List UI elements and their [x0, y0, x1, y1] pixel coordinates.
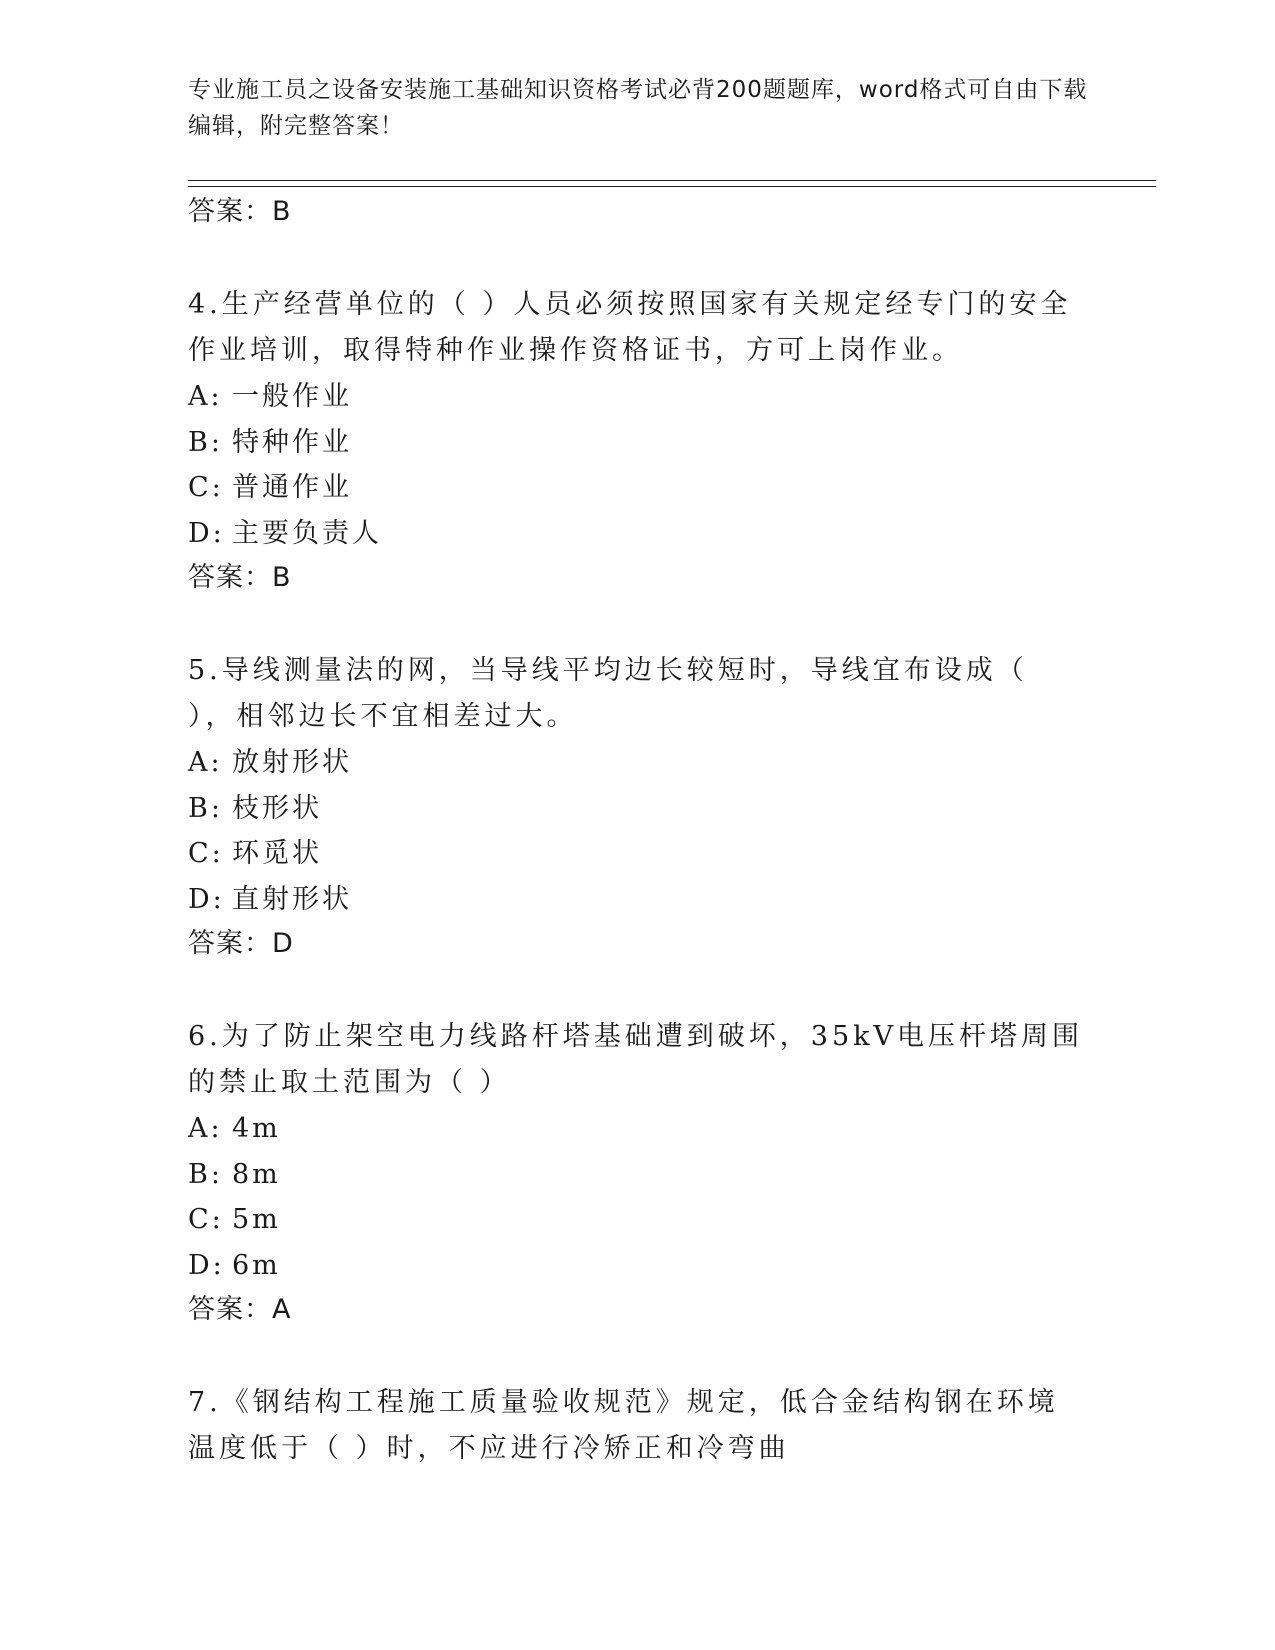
question-text: 6.为了防止架空电力线路杆塔基础遭到破坏，35kV电压杆塔周围的禁止取土范围为（ ）	[188, 1021, 1083, 1098]
option-key: B:	[188, 792, 223, 824]
option-key: A:	[188, 747, 223, 778]
document-body	[188, 190, 1088, 1472]
option-text: 4m	[232, 1113, 281, 1144]
option-text: 枝形状	[232, 792, 322, 824]
option-b	[188, 1152, 1088, 1198]
option-key: A:	[188, 381, 223, 412]
question-text: 5.导线测量法的网，当导线平均边长较短时，导线宜布设成（ ），相邻边长不宜相差过大。	[188, 655, 1028, 732]
option-c	[188, 831, 1088, 877]
option-key: B:	[188, 1158, 223, 1190]
option-key: D:	[188, 883, 225, 915]
option-key: D:	[188, 517, 225, 549]
document-header: 专业施工员之设备安装施工基础知识资格考试必背200题题库，word格式可自由下载编辑，附完整答案！	[188, 77, 1088, 139]
option-d	[188, 511, 1088, 557]
option-key: C:	[188, 472, 224, 503]
option-a	[188, 374, 1088, 420]
answer-line: 答案：D	[188, 928, 294, 959]
question-block	[188, 282, 1088, 600]
option-c	[188, 1197, 1088, 1243]
option-a	[188, 740, 1088, 786]
option-key: B:	[188, 426, 223, 458]
option-text: 特种作业	[232, 426, 352, 458]
option-text: 放射形状	[232, 747, 352, 778]
option-text: 主要负责人	[232, 517, 382, 549]
option-key: D:	[188, 1249, 225, 1281]
option-b	[188, 420, 1088, 466]
option-a	[188, 1106, 1088, 1152]
option-key: A:	[188, 1113, 223, 1144]
question-block	[188, 1014, 1088, 1332]
question-text: 4.生产经营单位的（ ）人员必须按照国家有关规定经专门的安全作业培训，取得特种作业操作资格证书，方可上岗作业。	[188, 289, 1072, 366]
answer-line: 答案：A	[188, 1294, 292, 1325]
option-text: 直射形状	[232, 883, 352, 915]
option-d	[188, 877, 1088, 923]
option-b	[188, 786, 1088, 832]
question-block	[188, 1380, 1088, 1472]
answer-line: 答案：B	[188, 562, 292, 593]
header-divider	[188, 180, 1156, 187]
option-c	[188, 465, 1088, 511]
question-text: 7.《钢结构工程施工质量验收规范》规定，低合金结构钢在环境温度低于（ ）时，不应进行冷矫正和冷弯曲	[188, 1387, 1059, 1464]
option-d	[188, 1243, 1088, 1289]
option-text: 5m	[232, 1204, 281, 1235]
option-text: 环觅状	[232, 838, 322, 869]
option-text: 6m	[232, 1249, 281, 1281]
option-key: C:	[188, 1204, 224, 1235]
option-text: 一般作业	[232, 381, 352, 412]
option-text: 8m	[232, 1158, 281, 1190]
answer-line: 答案：B	[188, 196, 292, 227]
option-key: C:	[188, 838, 224, 869]
question-block	[188, 648, 1088, 966]
option-text: 普通作业	[232, 472, 352, 503]
